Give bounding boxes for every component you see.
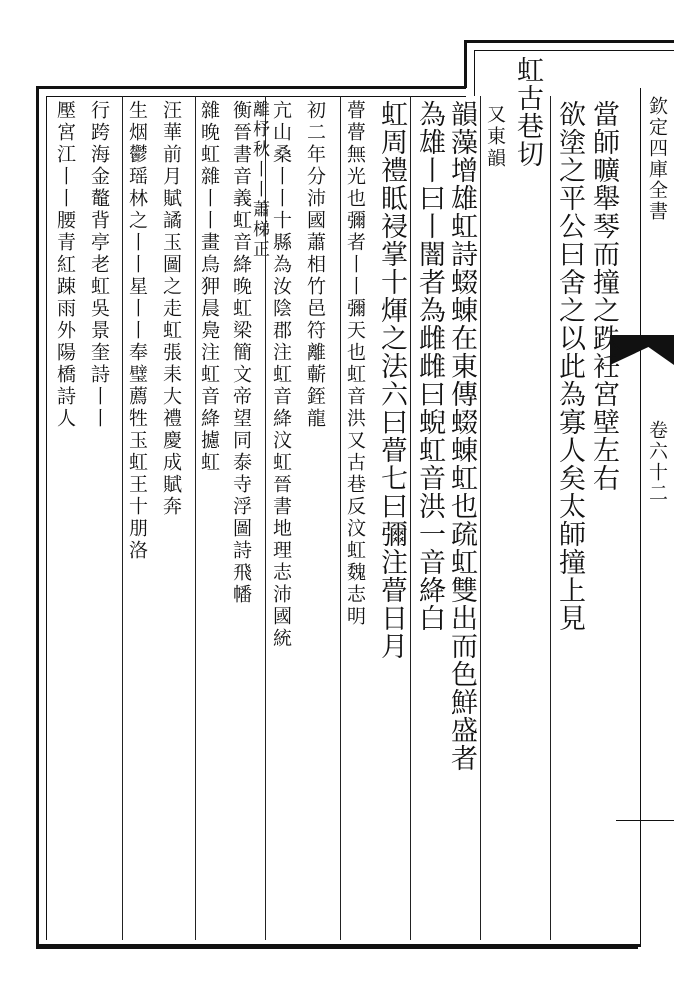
text-column: 虹周禮眡祲掌十煇之法六曰瞢七曰彌注瞢日月 [376, 100, 407, 660]
text-column: 生烟鬱瑶林之丨丨星丨丨奉璧薦牲玉虹王十朋洛 [126, 100, 148, 562]
entry-heading: 虹古巷切 [512, 56, 543, 168]
text-column: 初二年分沛國蕭相竹邑符離蘄銍龍 [304, 100, 326, 430]
heading-tab-inner [474, 50, 674, 51]
heading-tab-side [464, 40, 467, 88]
text-column: 韻藻增雄虹詩蝃蝀在東傳蝃蝀虹也疏虹雙出而色鮮盛者 [446, 100, 477, 772]
column-divider [122, 96, 123, 940]
heading-tab-inner-side [474, 50, 475, 96]
text-column: 瞢瞢無光也彌者丨丨彌天也虹音洪又古巷反汶虹魏志明 [344, 100, 366, 628]
margin-tick [616, 820, 674, 821]
column-divider [195, 96, 196, 940]
rhyme-note: 又東韻 [484, 104, 506, 170]
heading-tab-top [464, 40, 674, 43]
text-column: 亢山桑丨丨十縣為汝陰郡注虹音絳汶虹晉書地理志沛國統 [270, 100, 292, 650]
text-column: 汪華前月賦譎玉圖之走虹張耒大禮慶成賦奔 [160, 100, 182, 518]
text-column: 行跨海金鼇背亭老虹吳景奎詩丨丨 [88, 100, 110, 430]
frame-inner-left [46, 96, 47, 940]
frame-bottom-rule [36, 946, 638, 949]
column-divider [550, 96, 551, 940]
book-title: 欽定四庫全書 [646, 96, 668, 222]
text-column: 欲塗之平公曰舍之以此為寡人矣太師撞上見 [554, 100, 585, 632]
volume-number: 卷六十二 [646, 420, 668, 504]
text-column: 雜晚虹雜丨丨畫鳥狎晨鳧注虹音絳攄虹 [198, 100, 220, 474]
column-divider [480, 96, 481, 940]
text-column: 衡晉書音義虹音絳晚虹梁簡文帝望同泰寺浮圖詩飛幡 [230, 100, 252, 606]
text-column: 壓宮江丨丨腰青紅踈雨外陽橋詩人 [54, 100, 76, 430]
column-divider [340, 96, 341, 940]
text-column: 當師曠舉琴而撞之跌衽宮壁左右 [588, 100, 619, 492]
column-divider [410, 96, 411, 940]
text-column: 離杼秋丨丨蕭梯正 [249, 100, 269, 260]
text-column: 為雄丨曰丨闇者為雌雌曰蜺虹音洪一音絳白 [414, 100, 445, 632]
